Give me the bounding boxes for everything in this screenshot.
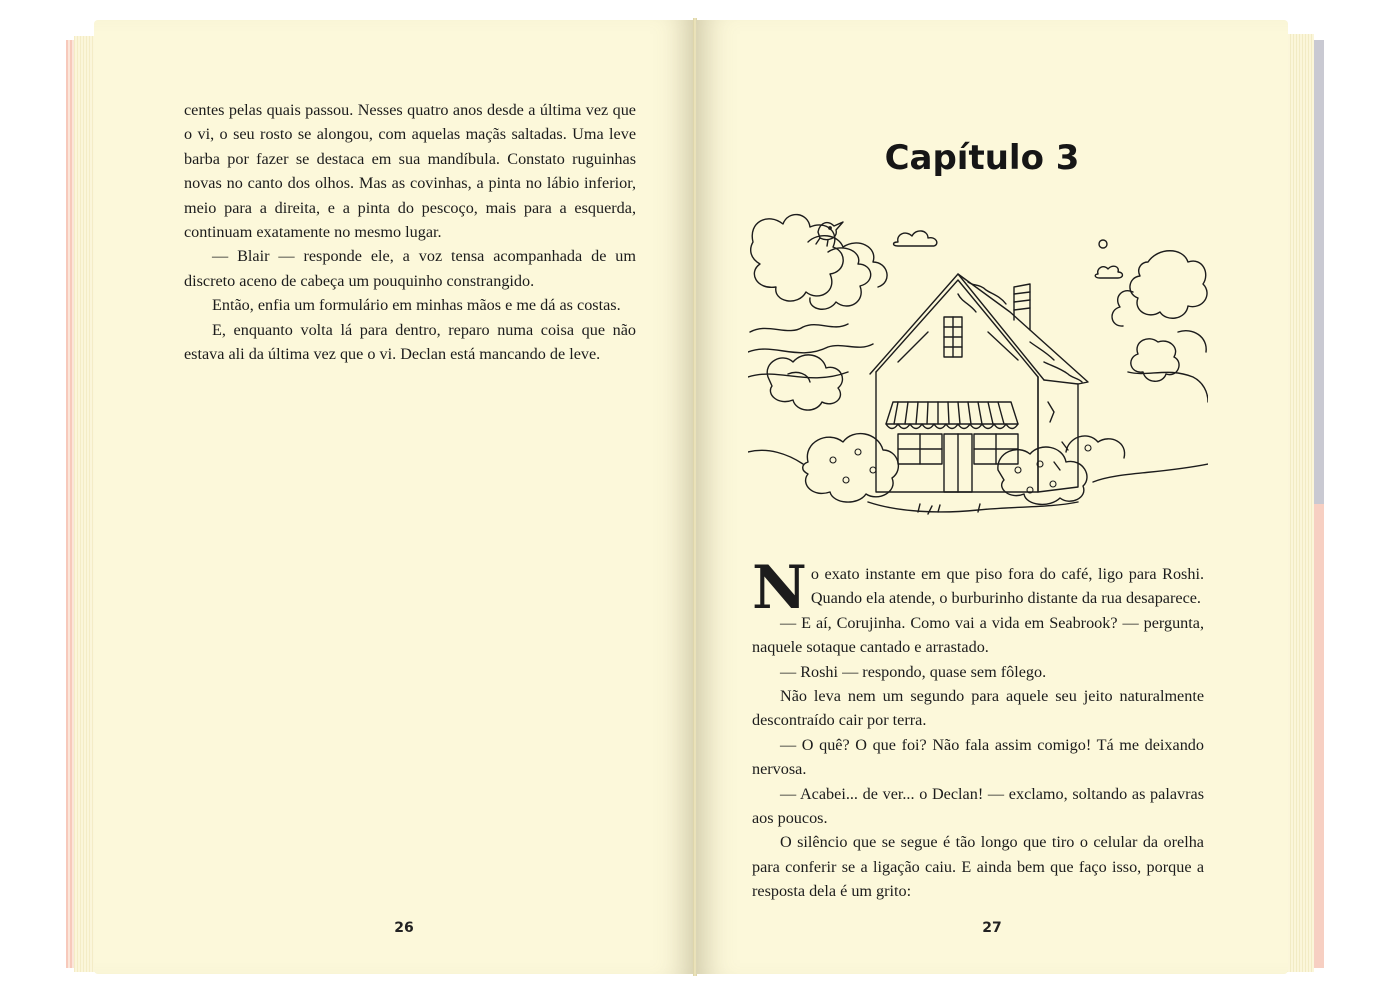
paragraph: — Roshi — respondo, quase sem fôlego.	[780, 662, 1047, 681]
house-illustration	[748, 202, 1208, 532]
paragraph: — Blair — responde ele, a voz tensa acompanhada de um discreto aceno de cabeça um pouquinho constrangido.	[184, 247, 636, 290]
paragraph: E, enquanto volta lá para dentro, reparo numa coisa que não estava ali da última vez que o vi. Declan está mancando de leve.	[184, 320, 636, 364]
paragraph: Então, enfia um formulário em minhas mãos e me dá as costas.	[212, 296, 621, 315]
paragraph: Não leva nem um segundo para aquele seu jeito naturalmente descontraído cair por terra.	[752, 687, 1204, 730]
paragraph: centes pelas quais passou. Nesses quatro anos desde a última vez que o vi, o seu rosto se alongou, com aquelas maçãs saltadas. Uma leve barba por fazer se destaca em sua mandíbula. Constato ruguinhas novas no canto dos olhos. Mas as covinhas, a pinta no lábio inferior, meio para a direita, e a pinta do pescoço, mais para a esquerda, continuam exatamente no mesmo lugar.	[184, 101, 636, 242]
right-page	[696, 20, 1288, 974]
right-page-stack	[1284, 34, 1314, 972]
paragraph: — E aí, Corujinha. Como vai a vida em Seabrook? — pergunta, naquele sotaque cantado e arrastado.	[752, 613, 1204, 657]
opening-paragraph-text: o exato instante em que piso fora do café, ligo para Roshi. Quando ela atende, o burburinho distante da rua desaparece.	[810, 565, 1204, 608]
drop-cap: N	[752, 553, 807, 623]
chapter-title: Capítulo 3	[884, 138, 1080, 178]
paragraph: O silêncio que se segue é tão longo que tiro o celular da orelha para conferir se a ligação caiu. E ainda bem que faço isso, porque a resposta dela é um grito:	[752, 833, 1204, 901]
left-page	[94, 20, 694, 974]
paragraph: — Acabei... de ver... o Declan! — exclamo, soltando as palavras aos poucos.	[752, 784, 1204, 828]
left-page-text	[184, 98, 636, 366]
page-number-left: 26	[394, 920, 414, 936]
page-number-right: 27	[982, 920, 1002, 936]
opening-paragraph	[752, 553, 1204, 623]
right-page-text	[752, 553, 1204, 904]
paragraph: — O quê? O que foi? Não fala assim comigo! Tá me deixando nervosa.	[752, 735, 1204, 779]
